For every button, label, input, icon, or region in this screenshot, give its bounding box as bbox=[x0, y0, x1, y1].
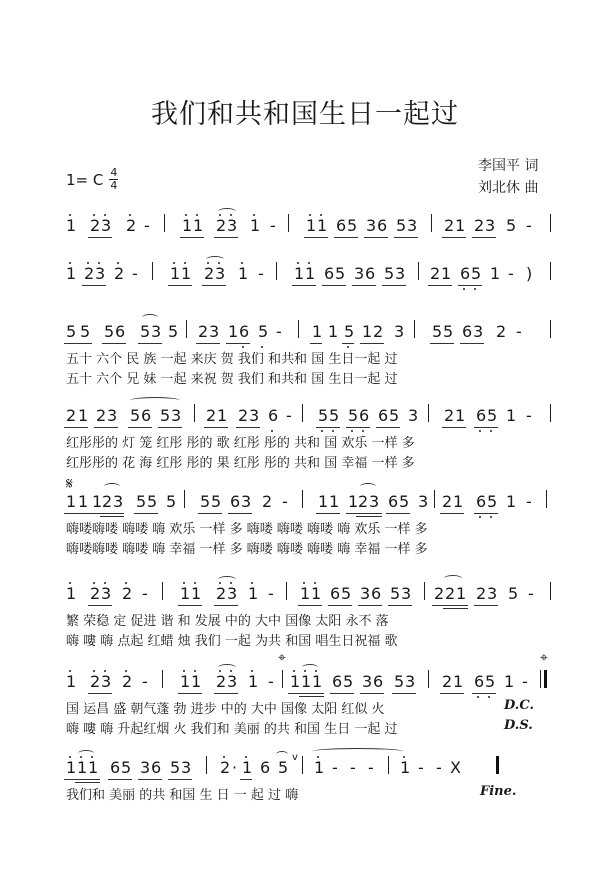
notation: 1 1 1 6 5 3 6 5 3 2 · 1 6 5 v 1 - - - 1 - - X bbox=[66, 752, 566, 778]
notation: 1 2 3 2 - 1 1 2 3 1 - 1 1 6 5 3 6 5 3 2 1 2 3 5 - bbox=[66, 210, 566, 236]
fine-mark: Fine. bbox=[480, 784, 517, 799]
time-signature: 4 4 bbox=[110, 166, 118, 192]
lyric-line-1: 国 运昌 盛 朝气蓬 勃 进步 中的 大中 国像 太阳 红似 火 D.C. bbox=[66, 698, 534, 717]
score-title: 我们和共和国生日一起过 bbox=[151, 99, 459, 130]
notation: 5 5 5 6 5 3 5 2 3 1 6 5 - 1 1 5 1 2 3 5 5 6 3 2 - bbox=[66, 316, 566, 342]
lyricist: 李国平 词 bbox=[478, 158, 539, 174]
lyric-line-1: 嗨喽嗨喽 嗨喽 嗨 欢乐 一样 多 嗨喽 嗨喽 嗨喽 嗨 欢乐 一样 多 bbox=[66, 522, 428, 537]
score-line-8 bbox=[66, 752, 566, 803]
segno-icon: 𝄋 bbox=[66, 474, 73, 493]
notation: 1 1 1 2 3 5 5 5 5 5 6 3 2 - 1 1 1 2 3 6 5 3 2 1 6 5 1 - bbox=[66, 486, 566, 512]
da-capo-mark: D.C. bbox=[504, 698, 534, 713]
key-label: 1= C bbox=[66, 170, 104, 189]
coda-icon: ⌖ bbox=[540, 650, 548, 666]
score-line-3 bbox=[66, 316, 566, 387]
lyric-line-1: 五十 六个 民 族 一起 来庆 贺 我们 和共和 国 生日一起 过 bbox=[66, 352, 398, 367]
lyric-line-1: 我们和 美丽 的共 和国 生 日 一 起 过 嗨 Fine. bbox=[66, 784, 517, 803]
lyric-line-2: 嗨喽嗨喽 嗨喽 嗨 幸福 一样 多 嗨喽 嗨喽 嗨喽 嗨 幸福 一样 多 bbox=[66, 542, 428, 557]
composer: 刘北休 曲 bbox=[478, 180, 539, 196]
score-line-2 bbox=[66, 258, 566, 284]
lyric-line-1: 繁 荣稳 定 促进 谐 和 发展 中的 大中 国像 太阳 永不 落 bbox=[66, 614, 389, 629]
lyric-line-2: 五十 六个 兄 妹 一起 来祝 贺 我们 和共和 国 生日一起 过 bbox=[66, 372, 398, 387]
key-signature bbox=[66, 168, 118, 191]
score-line-6 bbox=[66, 578, 566, 649]
breath-mark-icon: v bbox=[292, 752, 298, 763]
score-line-4 bbox=[66, 400, 566, 471]
coda-icon: ⌖ bbox=[278, 650, 286, 666]
dal-segno-mark: D.S. bbox=[504, 718, 533, 733]
notation: 1 2 3 2 - 1 1 2 3 1 - 1 1 6 5 3 6 5 3 2 2 1 2 3 5 - bbox=[66, 578, 566, 604]
credits bbox=[478, 155, 538, 199]
lyric-line-1: 红彤彤的 灯 笼 红彤 彤的 歌 红彤 彤的 共和 国 欢乐 一样 多 bbox=[66, 436, 415, 451]
score-line-1 bbox=[66, 210, 566, 236]
score-line-5 bbox=[66, 474, 566, 557]
lyric-line-2: 红彤彤的 花 海 红彤 彤的 果 红彤 彤的 共和 国 幸福 一样 多 bbox=[66, 456, 415, 471]
notation: 2 1 2 3 5 6 5 3 2 1 2 3 6 - 5 5 5 6 6 5 3 2 1 6 5 1 - bbox=[66, 400, 566, 426]
lyric-line-2: 嗨 嘍 嗨 升起红烟 火 我们和 美丽 的共 和国 生日 一起 过 D.S. bbox=[66, 718, 533, 737]
notation: 1 2 3 2 - 1 1 2 3 1 - 1 1 1 6 5 3 6 5 3 2 1 6 5 1 - bbox=[66, 666, 566, 692]
score-line-7 bbox=[66, 650, 566, 737]
lyric-line-2: 嗨 嘍 嗨 点起 红蜡 烛 我们 一起 为共 和国 唱生日祝福 歌 bbox=[66, 634, 398, 649]
notation: 1 2 3 2 - 1 1 2 3 1 - 1 1 6 5 3 6 5 3 2 1 6 5 1 - ) bbox=[66, 258, 566, 284]
